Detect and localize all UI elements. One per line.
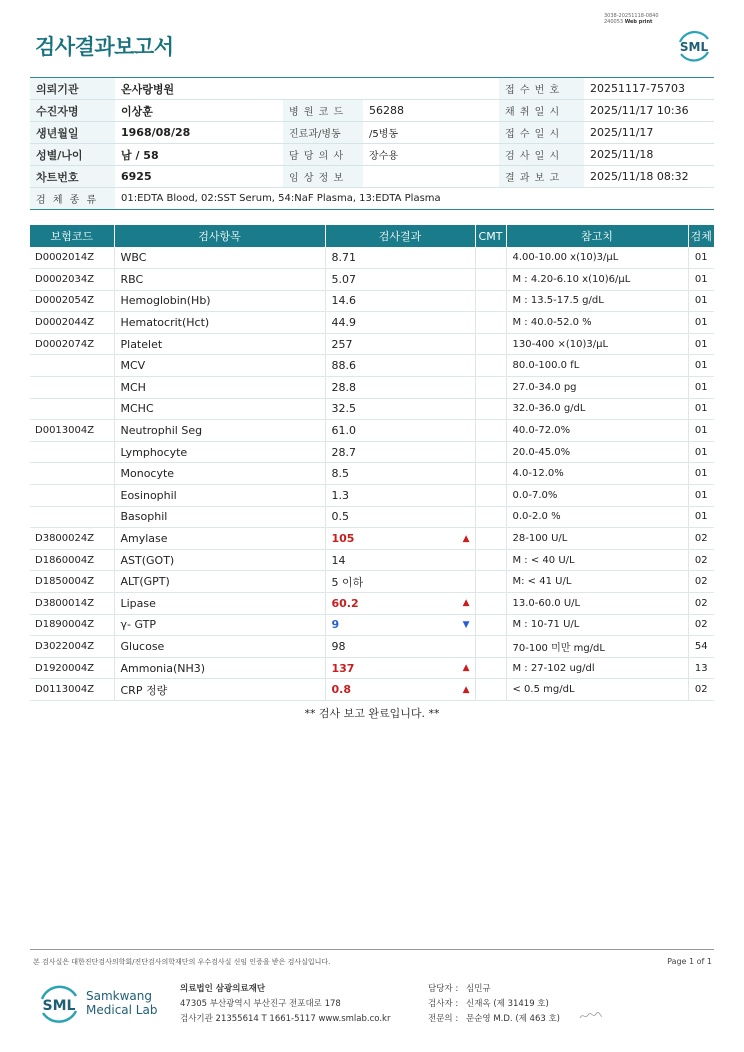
value-department: /5병동 [363, 122, 499, 144]
cell-reference: M : 13.5-17.5 g/dL [506, 290, 688, 312]
result-value: 5.07 [331, 272, 356, 286]
cell-cmt [475, 463, 506, 485]
high-flag-icon: ▲ [462, 598, 470, 609]
cell-result [325, 679, 475, 701]
cell-result [325, 377, 475, 399]
value-requester: 온사랑병원 [115, 78, 499, 100]
footer-certification-note: 본 검사실은 대한진단검사의학회/진단검사의학재단의 우수검사실 신임 인증을 받은 검사실입니다. [33, 958, 331, 966]
cell-specimen: 02 [688, 593, 714, 615]
result-row [30, 247, 714, 269]
cell-item: Platelet [114, 333, 325, 355]
brand-name [86, 989, 157, 1017]
cell-code: D1860004Z [30, 549, 114, 571]
cell-specimen: 02 [688, 679, 714, 701]
cell-item: AST(GOT) [114, 549, 325, 571]
print-code [604, 13, 659, 25]
cell-specimen: 01 [688, 247, 714, 269]
cell-reference: M : 27-102 ug/dl [506, 657, 688, 679]
header-specimen: 검체 [688, 225, 714, 247]
result-row [30, 290, 714, 312]
cell-result [325, 485, 475, 507]
org-contact: 검사기관 21355614 T 1661-5117 www.smlab.co.kr [180, 1014, 391, 1024]
value-hospital-code: 56288 [363, 100, 499, 122]
cell-cmt [475, 657, 506, 679]
result-value: 60.2 [331, 596, 359, 610]
cell-cmt [475, 441, 506, 463]
cell-code: D0002034Z [30, 269, 114, 291]
info-row [30, 166, 714, 188]
cell-result [325, 657, 475, 679]
cell-item: Neutrophil Seg [114, 420, 325, 442]
cell-specimen: 01 [688, 506, 714, 528]
low-flag-icon: ▼ [462, 619, 470, 630]
cell-result [325, 614, 475, 636]
result-row [30, 485, 714, 507]
cell-reference: 20.0-45.0% [506, 441, 688, 463]
info-row [30, 144, 714, 166]
info-row [30, 78, 714, 100]
cell-code [30, 485, 114, 507]
page-title: 검사결과보고서 [35, 35, 174, 59]
high-flag-icon: ▲ [462, 533, 470, 544]
cell-reference: 4.00-10.00 x(10)3/μL [506, 247, 688, 269]
cell-code: D0002044Z [30, 312, 114, 334]
print-code-line1: 3038-20251118-0840 [604, 13, 659, 19]
result-row [30, 571, 714, 593]
value-chart-no: 6925 [115, 166, 283, 188]
cell-result [325, 312, 475, 334]
cell-item: Hemoglobin(Hb) [114, 290, 325, 312]
cell-cmt [475, 398, 506, 420]
footer-divider [30, 949, 714, 950]
cell-result [325, 333, 475, 355]
result-row [30, 355, 714, 377]
print-code-line2: 240053 [604, 19, 624, 25]
value-test-date: 2025/11/18 [584, 144, 714, 166]
result-value: 5 이하 [331, 575, 364, 589]
cell-item: Lipase [114, 593, 325, 615]
result-value: 0.5 [331, 510, 349, 524]
cell-cmt [475, 355, 506, 377]
patient-info-table [30, 77, 714, 210]
info-row [30, 100, 714, 122]
value-receipt-date: 2025/11/17 [584, 122, 714, 144]
cell-result [325, 636, 475, 658]
label-requester: 의뢰기관 [30, 78, 115, 100]
result-row [30, 657, 714, 679]
cell-code [30, 463, 114, 485]
cell-code [30, 441, 114, 463]
staff-value: 신재옥 (제 31419 호) [466, 999, 549, 1009]
cell-reference: 4.0-12.0% [506, 463, 688, 485]
result-value: 98 [331, 639, 346, 653]
result-row [30, 528, 714, 550]
result-row [30, 269, 714, 291]
logo-text: SML [679, 40, 709, 54]
result-value: 14.6 [331, 294, 356, 308]
cell-specimen: 01 [688, 312, 714, 334]
cell-code: D1890004Z [30, 614, 114, 636]
cell-result [325, 506, 475, 528]
cell-specimen: 01 [688, 441, 714, 463]
result-row [30, 679, 714, 701]
header-result: 검사결과 [325, 225, 475, 247]
cell-reference: M : 40.0-52.0 % [506, 312, 688, 334]
cell-code: D1920004Z [30, 657, 114, 679]
high-flag-icon: ▲ [462, 684, 470, 695]
results-header-row [30, 225, 714, 247]
cell-reference: < 0.5 mg/dL [506, 679, 688, 701]
cell-cmt [475, 290, 506, 312]
cell-specimen: 02 [688, 614, 714, 636]
result-row [30, 441, 714, 463]
cell-specimen: 01 [688, 377, 714, 399]
cell-cmt [475, 312, 506, 334]
result-row [30, 463, 714, 485]
cell-code: D3800014Z [30, 593, 114, 615]
staff-row [428, 982, 560, 997]
result-value: 28.8 [331, 380, 356, 394]
cell-item: Basophil [114, 506, 325, 528]
cell-result [325, 355, 475, 377]
label-hospital-code: 병 원 코 드 [283, 100, 363, 122]
info-row [30, 122, 714, 144]
result-row [30, 420, 714, 442]
header-reference: 참고치 [506, 225, 688, 247]
cell-result [325, 290, 475, 312]
results-table [30, 225, 714, 701]
info-row [30, 188, 714, 210]
cell-code [30, 377, 114, 399]
cell-item: Glucose [114, 636, 325, 658]
cell-cmt [475, 485, 506, 507]
page-number: Page 1 of 1 [667, 957, 712, 966]
cell-code [30, 398, 114, 420]
cell-item: MCH [114, 377, 325, 399]
value-birth-date: 1968/08/28 [115, 122, 283, 144]
cell-item: RBC [114, 269, 325, 291]
web-print-label: Web print [624, 19, 653, 25]
cell-reference: 32.0-36.0 g/dL [506, 398, 688, 420]
cell-item: Ammonia(NH3) [114, 657, 325, 679]
header-item: 검사항목 [114, 225, 325, 247]
value-doctor: 장수용 [363, 144, 499, 166]
sml-logo-icon [675, 27, 713, 65]
cell-specimen: 01 [688, 398, 714, 420]
result-value: 0.8 [331, 683, 351, 697]
label-receipt-no: 접 수 번 호 [499, 78, 584, 100]
staff-value: 문순영 M.D. (제 463 호) [466, 1014, 561, 1024]
cell-code [30, 506, 114, 528]
result-row [30, 398, 714, 420]
cell-reference: 0.0-2.0 % [506, 506, 688, 528]
cell-cmt [475, 614, 506, 636]
cell-cmt [475, 506, 506, 528]
cell-cmt [475, 420, 506, 442]
org-name: 의료법인 삼광의료재단 [180, 984, 266, 994]
cell-specimen: 13 [688, 657, 714, 679]
result-value: 9 [331, 618, 340, 632]
org-address: 47305 부산광역시 부산진구 전포대로 178 [180, 999, 341, 1009]
result-value: 28.7 [331, 445, 356, 459]
cell-item: Monocyte [114, 463, 325, 485]
value-specimen-type: 01:EDTA Blood, 02:SST Serum, 54:NaF Plasma, 13:EDTA Plasma [115, 188, 714, 210]
cell-result [325, 593, 475, 615]
cell-reference: 130-400 ×(10)3/μL [506, 333, 688, 355]
value-patient-name: 이상훈 [115, 100, 283, 122]
result-row [30, 549, 714, 571]
result-value: 32.5 [331, 402, 356, 416]
cell-result [325, 571, 475, 593]
cell-item: MCHC [114, 398, 325, 420]
cell-item: Eosinophil [114, 485, 325, 507]
cell-code: D3800024Z [30, 528, 114, 550]
cell-code: D0013004Z [30, 420, 114, 442]
staff-info [428, 982, 560, 1027]
label-sex-age: 성별/나이 [30, 144, 115, 166]
result-value: 88.6 [331, 359, 356, 373]
cell-cmt [475, 679, 506, 701]
cell-result [325, 463, 475, 485]
result-value: 257 [331, 337, 353, 351]
header-code: 보험코드 [30, 225, 114, 247]
label-report-time: 결 과 보 고 [499, 166, 584, 188]
cell-specimen: 02 [688, 528, 714, 550]
cell-item: Lymphocyte [114, 441, 325, 463]
cell-item: γ- GTP [114, 614, 325, 636]
label-birth-date: 생년월일 [30, 122, 115, 144]
result-value: 44.9 [331, 316, 356, 330]
brand-line2: Medical Lab [86, 1003, 158, 1017]
result-row [30, 614, 714, 636]
cell-reference: 40.0-72.0% [506, 420, 688, 442]
result-value: 8.5 [331, 467, 349, 481]
staff-value: 심민규 [466, 984, 491, 994]
value-report-time: 2025/11/18 08:32 [584, 166, 714, 188]
cell-cmt [475, 333, 506, 355]
cell-cmt [475, 636, 506, 658]
cell-cmt [475, 528, 506, 550]
label-doctor: 담 당 의 사 [283, 144, 363, 166]
cell-specimen: 01 [688, 355, 714, 377]
cell-cmt [475, 247, 506, 269]
cell-cmt [475, 593, 506, 615]
result-row [30, 593, 714, 615]
cell-code: D0002014Z [30, 247, 114, 269]
result-value: 137 [331, 661, 355, 675]
result-row [30, 333, 714, 355]
cell-specimen: 01 [688, 463, 714, 485]
cell-code [30, 355, 114, 377]
cell-result [325, 420, 475, 442]
brand-line1: Samkwang [86, 989, 152, 1003]
result-value: 1.3 [331, 488, 349, 502]
samkwang-logo-icon [37, 982, 81, 1026]
cell-specimen: 01 [688, 485, 714, 507]
staff-row [428, 1012, 560, 1027]
cell-result [325, 398, 475, 420]
cell-result [325, 549, 475, 571]
header-cmt: CMT [475, 225, 506, 247]
cell-reference: 28-100 U/L [506, 528, 688, 550]
cell-reference: 27.0-34.0 pg [506, 377, 688, 399]
signature-icon [578, 1010, 604, 1022]
value-collection-time: 2025/11/17 10:36 [584, 100, 714, 122]
value-sex-age: 남 / 58 [115, 144, 283, 166]
cell-specimen: 01 [688, 290, 714, 312]
cell-reference: M : 10-71 U/L [506, 614, 688, 636]
cell-result [325, 247, 475, 269]
staff-label: 전문의 : [428, 1014, 459, 1024]
result-row [30, 312, 714, 334]
result-row [30, 506, 714, 528]
cell-reference: 80.0-100.0 fL [506, 355, 688, 377]
high-flag-icon: ▲ [462, 663, 470, 674]
label-chart-no: 차트번호 [30, 166, 115, 188]
cell-specimen: 01 [688, 333, 714, 355]
result-value: 8.71 [331, 251, 356, 265]
cell-cmt [475, 571, 506, 593]
result-value: 61.0 [331, 424, 356, 438]
organization-info [180, 982, 390, 1027]
logo-text-bottom: SML [42, 998, 76, 1014]
value-clinical-info [363, 166, 499, 188]
result-value: 14 [331, 553, 346, 567]
cell-item: WBC [114, 247, 325, 269]
cell-code: D0113004Z [30, 679, 114, 701]
cell-reference: M : 4.20-6.10 x(10)6/μL [506, 269, 688, 291]
cell-reference: 70-100 미만 mg/dL [506, 636, 688, 658]
result-value: 105 [331, 532, 355, 546]
report-complete-text: ** 검사 보고 완료입니다. ** [304, 707, 440, 720]
cell-code: D0002054Z [30, 290, 114, 312]
staff-label: 검사자 : [428, 999, 459, 1009]
cell-specimen: 54 [688, 636, 714, 658]
cell-code: D1850004Z [30, 571, 114, 593]
cell-result [325, 441, 475, 463]
cell-item: CRP 정량 [114, 679, 325, 701]
label-specimen-type: 검 체 종 류 [30, 188, 115, 210]
cell-result [325, 269, 475, 291]
label-receipt-date: 접 수 일 시 [499, 122, 584, 144]
cell-reference: M: < 41 U/L [506, 571, 688, 593]
cell-item: Amylase [114, 528, 325, 550]
cell-code: D0002074Z [30, 333, 114, 355]
label-clinical-info: 임 상 정 보 [283, 166, 363, 188]
cell-cmt [475, 549, 506, 571]
cell-item: Hematocrit(Hct) [114, 312, 325, 334]
cell-specimen: 02 [688, 549, 714, 571]
result-row [30, 377, 714, 399]
cell-specimen: 01 [688, 420, 714, 442]
cell-reference: M : < 40 U/L [506, 549, 688, 571]
staff-label: 담당자 : [428, 984, 459, 994]
result-row [30, 636, 714, 658]
label-department: 진료과/병동 [283, 122, 363, 144]
cell-code: D3022004Z [30, 636, 114, 658]
value-receipt-no: 20251117-75703 [584, 78, 714, 100]
cell-reference: 13.0-60.0 U/L [506, 593, 688, 615]
label-collection-time: 채 취 일 시 [499, 100, 584, 122]
cell-specimen: 02 [688, 571, 714, 593]
cell-item: MCV [114, 355, 325, 377]
staff-row [428, 997, 560, 1012]
cell-reference: 0.0-7.0% [506, 485, 688, 507]
cell-specimen: 01 [688, 269, 714, 291]
cell-item: ALT(GPT) [114, 571, 325, 593]
label-patient-name: 수진자명 [30, 100, 115, 122]
cell-result [325, 528, 475, 550]
cell-cmt [475, 377, 506, 399]
label-test-date: 검 사 일 시 [499, 144, 584, 166]
cell-cmt [475, 269, 506, 291]
